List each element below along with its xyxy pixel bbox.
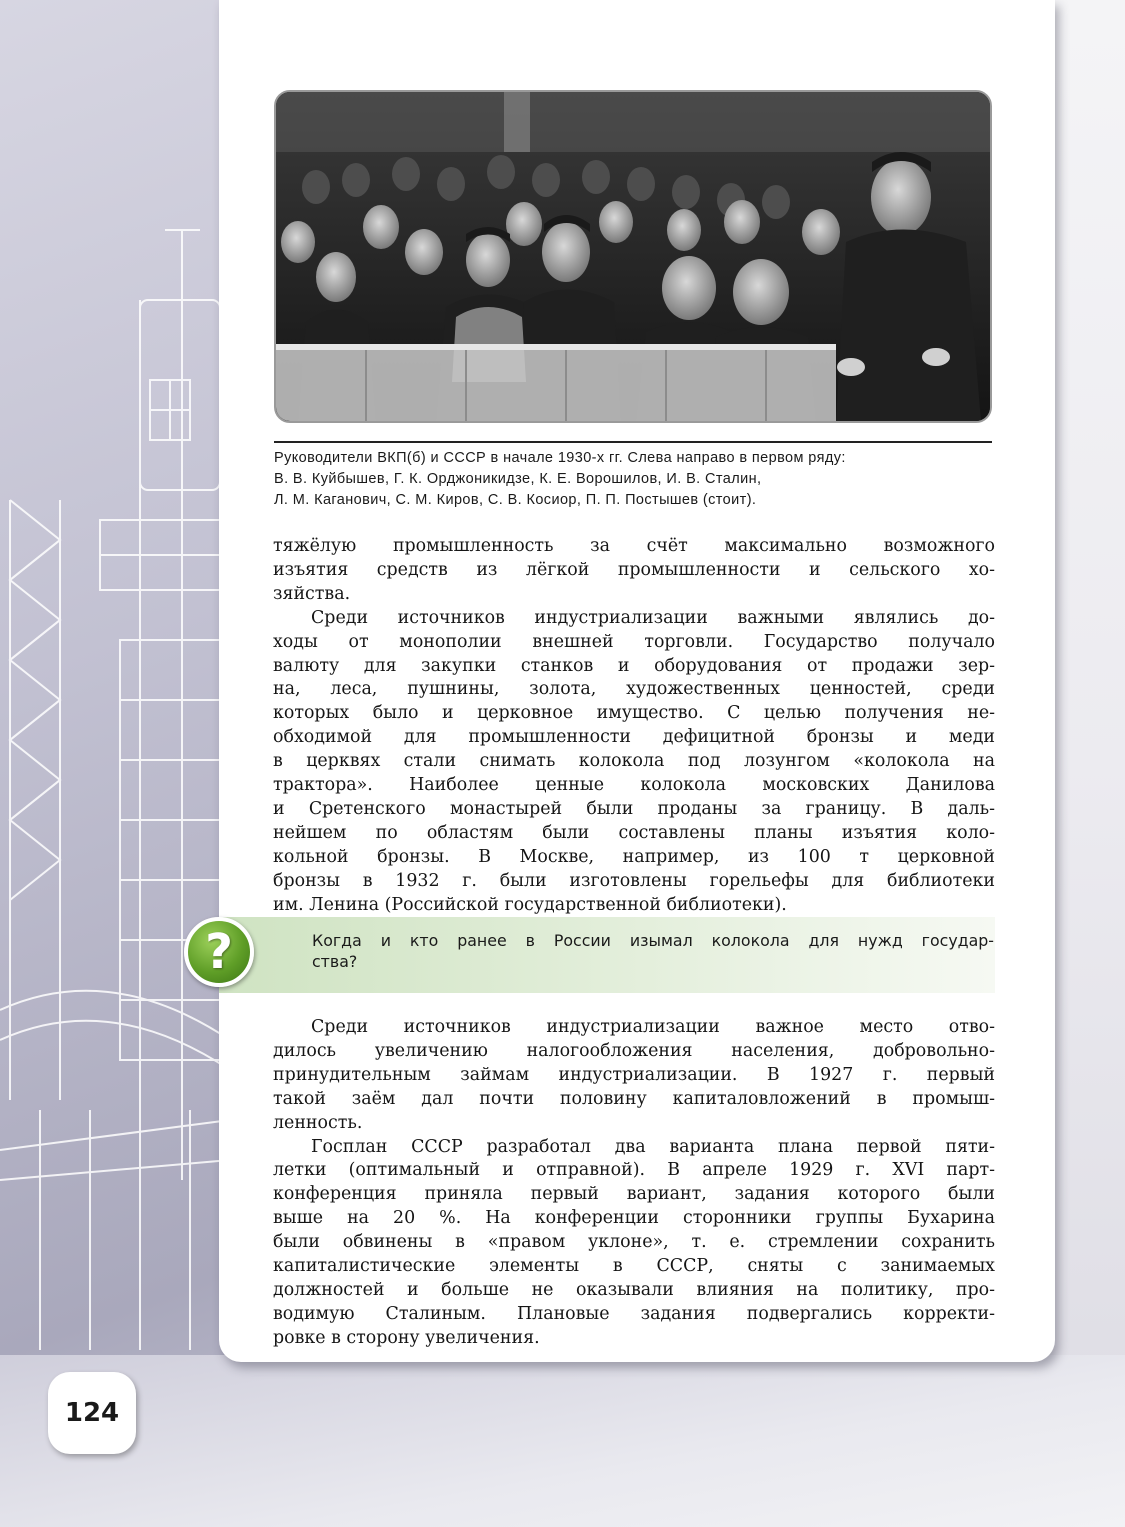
text-line: Среди источников индустриализации важное место отво- — [311, 1017, 995, 1037]
text-line: ровке в сторону увеличения. — [273, 1327, 540, 1348]
text-line: валюту для закупки станков и оборудования от продажи зер- — [273, 655, 995, 676]
text-line: зяйства. — [273, 583, 351, 604]
text-line: были обвинены в «правом уклоне», т. е. стремлении сохранить — [273, 1232, 995, 1253]
text-line: им. Ленина (Российской государственной библиотеки). — [273, 894, 787, 915]
question-line: ства? — [312, 952, 358, 971]
text-line: и Сретенского монастырей были проданы за границу. В даль- — [273, 798, 995, 819]
text-line: летки (оптимальный и отправной). В апреле 1929 г. XVI парт- — [273, 1160, 995, 1181]
caption-line: Руководители ВКП(б) и СССР в начале 1930-х гг. Слева направо в первом ряду: — [274, 450, 846, 466]
background-tower-illustration — [0, 0, 230, 1400]
question-text — [312, 930, 994, 972]
question-line: Когда и кто ранее в России изымал колокола для нужд государ- — [312, 931, 994, 950]
photo-caption — [274, 448, 994, 511]
text-line: кольной бронзы. В Москве, например, из 100 т церковной — [273, 846, 995, 867]
text-line: обходимой для промышленности дефицитной бронзы и меди — [273, 727, 995, 748]
text-line: которых было и церковное имущество. С целью получения не- — [273, 703, 995, 724]
text-line: ходы от монополии внешней торговли. Государство получало — [273, 631, 995, 652]
text-line: такой заём дал почти половину капиталовложений в промыш- — [273, 1088, 995, 1109]
caption-line: Л. М. Каганович, С. М. Киров, С. В. Косиор, П. П. Постышев (стоит). — [274, 492, 757, 508]
text-line: тяжёлую промышленность за счёт максимально возможного — [273, 536, 995, 556]
text-line: принудительным займам индустриализации. В 1927 г. первый — [273, 1064, 995, 1085]
caption-line: В. В. Куйбышев, Г. К. Орджоникидзе, К. Е. Ворошилов, И. В. Сталин, — [274, 471, 762, 487]
text-line: в церквях стали снимать колокола под лозунгом «колокола на — [273, 751, 995, 772]
text-line: трактора». Наиболее ценные колокола московских Данилова — [273, 775, 995, 796]
question-mark-icon: ? — [205, 924, 233, 980]
caption-divider — [274, 441, 992, 443]
question-icon — [184, 917, 254, 987]
text-line: выше на 20 %. На конференции сторонники группы Бухарина — [273, 1208, 995, 1229]
text-line: на, леса, пушнины, золота, художественных ценностей, среди — [273, 679, 995, 700]
page-number: 124 — [64, 1398, 120, 1428]
text-line: ленность. — [273, 1112, 363, 1133]
text-line: бронзы в 1932 г. были изготовлены горельефы для библиотеки — [273, 870, 995, 891]
body-text-bottom — [273, 1016, 995, 1351]
historical-photo — [274, 90, 992, 423]
text-line: должностей и больше не оказывали влияния на политику, про- — [273, 1279, 995, 1300]
page-number-badge — [48, 1372, 136, 1454]
text-line: изъятия средств из лёгкой промышленности и сельского хо- — [273, 559, 995, 580]
text-line: капиталистические элементы в СССР, сняты с занимаемых — [273, 1256, 995, 1277]
photo-illustration — [276, 92, 990, 421]
text-line: дилось увеличению налогообложения населения, добровольно- — [273, 1040, 995, 1061]
body-text-top — [273, 535, 995, 918]
text-line: Среди источников индустриализации важными являлись до- — [311, 607, 995, 628]
text-line: водимую Сталиным. Плановые задания подвергались корректи- — [273, 1303, 995, 1324]
text-line: Госплан СССР разработал два варианта плана первой пяти- — [311, 1136, 995, 1157]
text-line: нейшем по областям были составлены планы изъятия коло- — [273, 822, 995, 843]
text-line: конференция приняла первый вариант, задания которого были — [273, 1184, 995, 1205]
